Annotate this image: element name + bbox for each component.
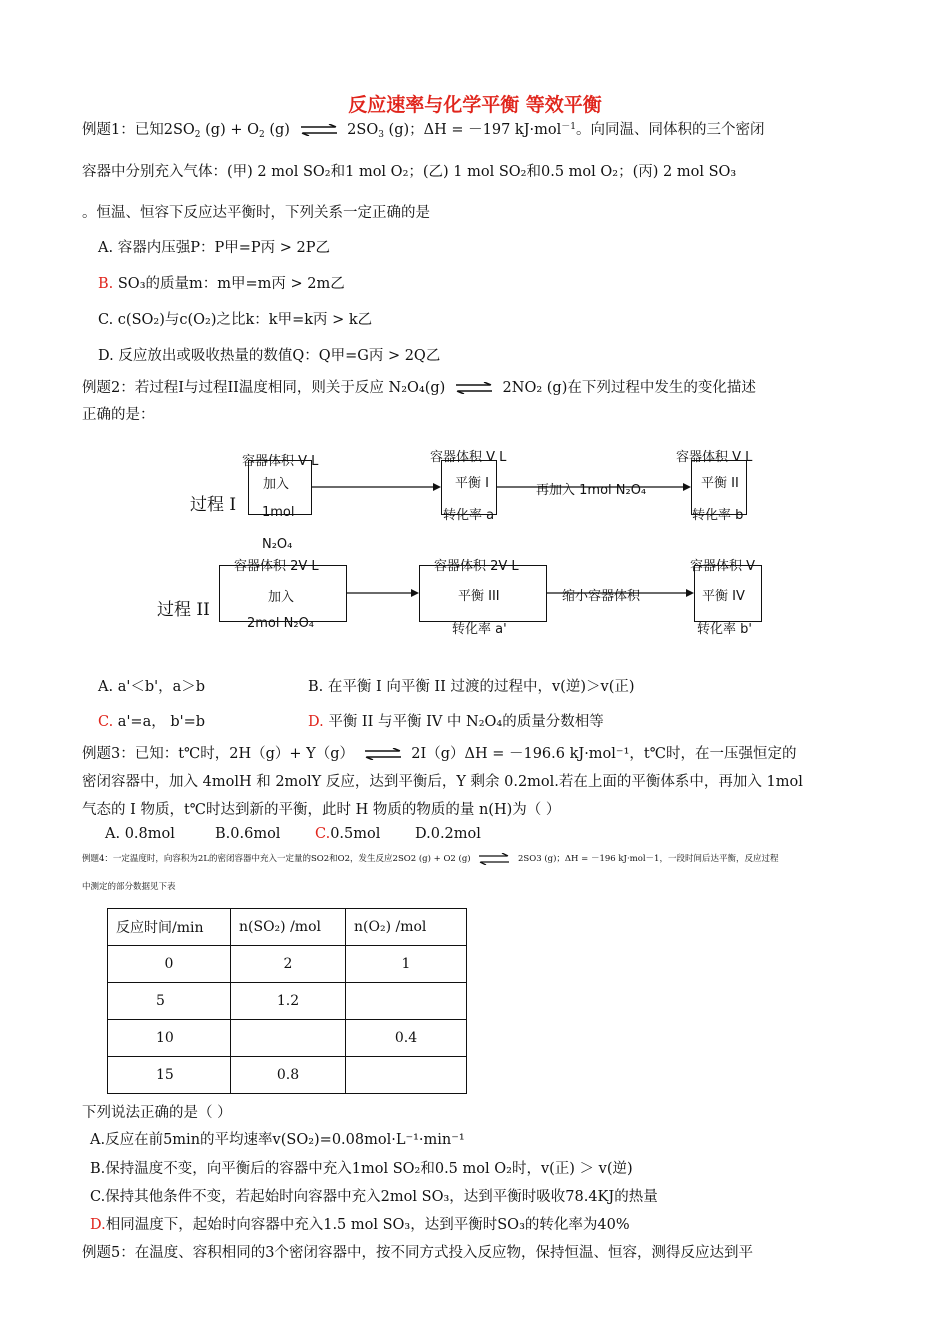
p1-box-3-line1: 平衡 II bbox=[701, 476, 739, 491]
p1-arrow-2-label: 再加入 1mol N₂O₄ bbox=[536, 483, 647, 498]
ex2-line2: 正确的是： bbox=[82, 407, 155, 423]
p1-box-1-line1: 加入 bbox=[263, 477, 290, 492]
p1-box-2-line2: 转化率 a bbox=[443, 508, 495, 523]
table-cell bbox=[231, 1020, 346, 1057]
table-cell bbox=[346, 1057, 467, 1094]
p1-box-2-top: 容器体积 V L bbox=[430, 450, 507, 465]
table-cell: 15 bbox=[108, 1057, 231, 1094]
ex4-question: 下列说法正确的是（ ） bbox=[82, 1105, 232, 1121]
table-cell: 1 bbox=[346, 946, 467, 983]
ex1-option-b: B. SO₃的质量m：m甲=m丙 > 2m乙 bbox=[98, 276, 345, 292]
ex3-option-b: B.0.6mol bbox=[215, 826, 281, 842]
ex3-option-d: D.0.2mol bbox=[415, 826, 481, 842]
p1-box-3-top: 容器体积 V L bbox=[676, 450, 753, 465]
ex1-option-c: C. c(SO₂)与c(O₂)之比k：k甲=k丙 > k乙 bbox=[98, 312, 373, 328]
ex4-option-a: A.反应在前5min的平均速率v(SO₂)=0.08mol·L⁻¹·min⁻¹ bbox=[90, 1132, 465, 1148]
p2-box-1-line1: 加入 bbox=[268, 590, 295, 605]
ex5-line1: 例题5：在温度、容积相同的3个密闭容器中，按不同方式投入反应物，保持恒温、恒容，测得反应达到平 bbox=[82, 1245, 753, 1261]
table-cell: 2 bbox=[231, 946, 346, 983]
p2-box-1-top: 容器体积 2V L bbox=[234, 559, 319, 574]
table-cell: 0.8 bbox=[231, 1057, 346, 1094]
table-cell: 5 bbox=[108, 983, 231, 1020]
equilibrium-arrow-icon bbox=[363, 748, 403, 760]
ex4-line2: 中测定的部分数据见下表 bbox=[82, 882, 176, 892]
p2-box-2-top: 容器体积 2V L bbox=[434, 559, 519, 574]
ex3-option-a: A. 0.8mol bbox=[105, 826, 175, 842]
table-header-o2: n(O₂) /mol bbox=[346, 909, 467, 946]
p2-box-3-line2: 转化率 b' bbox=[697, 622, 752, 637]
ex2-option-a: A. a'＜b'，a＞b bbox=[98, 679, 206, 695]
data-table bbox=[107, 908, 467, 1094]
table-cell bbox=[346, 983, 467, 1020]
p1-arrow-1-head-icon bbox=[433, 483, 441, 491]
p2-box-3-line1: 平衡 IV bbox=[702, 589, 745, 604]
ex3-line2: 密闭容器中，加入 4molH 和 2molY 反应，达到平衡后，Y 剩余 0.2mol.若在上面的平衡体系中，再加入 1mol bbox=[82, 774, 803, 790]
table-row bbox=[108, 1020, 467, 1057]
table-row bbox=[108, 946, 467, 983]
p1-box-3-line2: 转化率 b bbox=[692, 508, 744, 523]
ex1-option-d: D. 反应放出或吸收热量的数值Q：Q甲=G丙 > 2Q乙 bbox=[98, 348, 441, 364]
p2-box-2-line1: 平衡 III bbox=[458, 589, 500, 604]
ex1-line1: 例题1：已知$2SO_2$ $(g) + O_2$ (g) $2SO_3$ (g)；ΔH = －197 kJ·mol$^{-1}$。向同温、同体积的三个密闭 bbox=[82, 122, 765, 140]
table-cell: 10 bbox=[108, 1020, 231, 1057]
ex1-line3: 。恒温、恒容下反应达平衡时，下列关系一定正确的是 bbox=[82, 205, 430, 221]
ex2-line1: 例题2：若过程I与过程II温度相同，则关于反应 N₂O₄(g) 2NO₂ (g)在下列过程中发生的变化描述 bbox=[82, 380, 756, 396]
table-row bbox=[108, 983, 467, 1020]
table-cell: 1.2 bbox=[231, 983, 346, 1020]
ex4-option-b: B.保持温度不变，向平衡后的容器中充入1mol SO₂和0.5 mol O₂时，v(正) ＞ v(逆) bbox=[90, 1161, 633, 1177]
p2-box-3-top: 容器体积 V bbox=[690, 559, 756, 574]
p2-arrow-1-head-icon bbox=[411, 589, 419, 597]
table-header-row bbox=[108, 909, 467, 946]
p2-box-1-line2: 2mol N₂O₄ bbox=[247, 616, 315, 631]
ex2-option-b: B. 在平衡 I 向平衡 II 过渡的过程中，v(逆)＞v(正) bbox=[308, 679, 635, 695]
ex4-option-d: D.相同温度下，起始时向容器中充入1.5 mol SO₃，达到平衡时SO₃的转化率为40% bbox=[90, 1217, 630, 1233]
ex4-line1: 例题4：一定温度时，向容积为2L的密闭容器中充入一定量的SO2和O2，发生反应2SO2 (g) + O2 (g) 2SO3 (g)；ΔH = －196 kJ·mol－1，一段时间后达平衡，反应过程 bbox=[82, 854, 779, 864]
table-cell: 0.4 bbox=[346, 1020, 467, 1057]
p1-box-1-top: 容器体积 V L bbox=[242, 454, 319, 469]
ex3-line3: 气态的 I 物质，t℃时达到新的平衡，此时 H 物质的物质的量 n(H)为（ ） bbox=[82, 802, 561, 818]
table-row bbox=[108, 1057, 467, 1094]
page-title: 反应速率与化学平衡 等效平衡 bbox=[348, 94, 602, 116]
process-1-label: 过程 I bbox=[190, 495, 237, 515]
p2-box-2-line2: 转化率 a' bbox=[452, 622, 507, 637]
p2-arrow-2-head-icon bbox=[686, 589, 694, 597]
ex3-line1: 例题3：已知：t℃时，2H（g）+ Y（g） 2I（g）ΔH = －196.6 kJ·mol⁻¹，t℃时，在一压强恒定的 bbox=[82, 746, 797, 762]
p1-arrow-2-head-icon bbox=[683, 483, 691, 491]
ex2-option-c: C. a'=a， b'=b bbox=[98, 714, 206, 730]
ex4-option-c: C.保持其他条件不变，若起始时向容器中充入2mol SO₃，达到平衡时吸收78.4KJ的热量 bbox=[90, 1189, 658, 1205]
p1-box-1-line2: 1mol bbox=[262, 505, 295, 520]
p1-box-2-line1: 平衡 I bbox=[455, 476, 489, 491]
table-header-so2: n(SO₂) /mol bbox=[231, 909, 346, 946]
equilibrium-arrow-icon bbox=[477, 853, 511, 865]
ex1-line2: 容器中分别充入气体：(甲) 2 mol SO₂和1 mol O₂；(乙) 1 mol SO₂和0.5 mol O₂；(丙) 2 mol SO₃ bbox=[82, 164, 737, 180]
ex2-option-d: D. 平衡 II 与平衡 IV 中 N₂O₄的质量分数相等 bbox=[308, 714, 604, 730]
p1-box-1-line3: N₂O₄ bbox=[262, 537, 293, 552]
p2-arrow-2-label: 缩小容器体积 bbox=[562, 589, 641, 604]
table-cell: 0 bbox=[108, 946, 231, 983]
process-2-label: 过程 II bbox=[157, 600, 210, 620]
table-header-time: 反应时间/min bbox=[108, 909, 231, 946]
ex1-option-a: A. 容器内压强P：P甲=P丙 > 2P乙 bbox=[98, 240, 330, 256]
ex3-option-c: C.0.5mol bbox=[315, 826, 381, 842]
